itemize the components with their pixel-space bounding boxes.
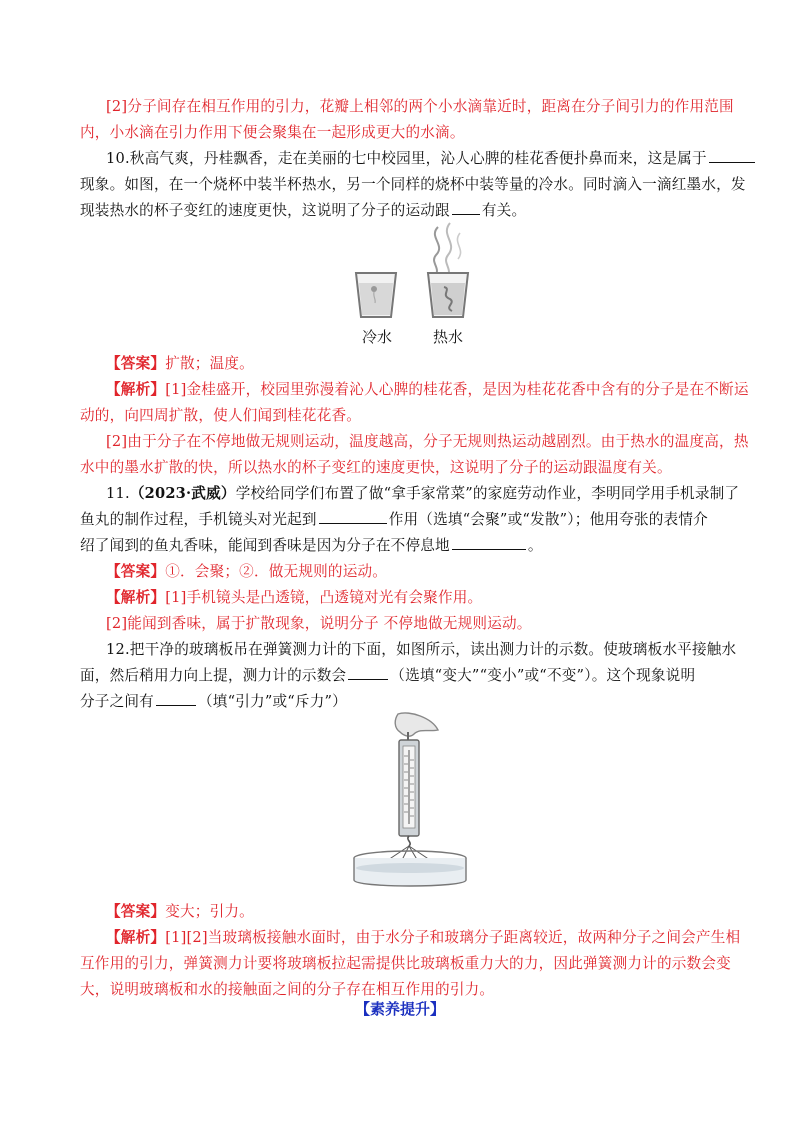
q11-stem-line	[80, 533, 720, 559]
hot-beaker-icon	[428, 273, 468, 317]
answer-blank	[452, 535, 526, 550]
q11-analysis-line: [2]能闻到香味，属于扩散现象，说明分子 不停地做无规则运动。	[106, 615, 532, 632]
q12-analysis	[106, 925, 746, 951]
analysis-tag: 【解析】	[106, 381, 166, 398]
q10-stem-text: 10.秋高气爽，丹桂飘香，走在美丽的七中校园里，沁人心脾的桂花香便扑鼻而来，这是属于	[106, 150, 707, 167]
question-source: （2023·武威）	[129, 485, 236, 502]
analysis-text: [1][2]当玻璃板接触水面时，由于水分子和玻璃分子距离较近，故两种分子之间会产生相	[165, 929, 741, 946]
q10-stem-line: 现象。如图，在一个烧杯中装半杯热水，另一个同样的烧杯中装等量的冷水。同时滴入一滴红墨水，发	[80, 176, 746, 193]
q11-stem-line	[80, 507, 720, 533]
q12-stem-text: （选填“变大”“变小”或“不变”）。这个现象说明	[390, 667, 696, 684]
q10-analysis	[106, 377, 749, 403]
answer-tag: 【答案】	[106, 355, 166, 372]
cold-beaker-icon	[356, 273, 396, 317]
analysis-text: [1]金桂盛开，校园里弥漫着沁人心脾的桂花香，是因为桂花花香中含有的分子是在不断运	[165, 381, 749, 398]
steam-icon	[434, 227, 439, 275]
spring-scale-icon	[399, 740, 419, 846]
answer-text: ①．会聚；②．做无规则的运动。	[165, 563, 388, 580]
q10-answer	[106, 351, 746, 377]
q12-answer	[106, 899, 746, 925]
answer-blank	[709, 148, 755, 163]
section-heading: 【素养提升】	[354, 1000, 445, 1018]
q12-stem-text: 面，然后稍用力向上提，测力计的示数会	[80, 667, 347, 684]
q11-stem-text: 。	[527, 537, 543, 554]
q10-stem-text: 现装热水的杯子变红的速度更快，这说明了分子的运动跟	[80, 202, 450, 219]
q12-stem-line: 12.把干净的玻璃板吊在弹簧测力计的下面，如图所示，读出测力计的示数。使玻璃板水平接触水	[106, 641, 737, 658]
steam-icon	[457, 233, 460, 259]
q12-analysis-line: 大，说明玻璃板和水的接触面之间的分子存在相互作用的引力。	[80, 981, 495, 998]
q10-stem-line	[106, 146, 746, 172]
q11-stem-text: 作用（选填“会聚”或“发散”）；他用夸张的表情介	[388, 511, 708, 528]
water-basin-icon	[354, 851, 466, 886]
q11-analysis	[106, 585, 746, 611]
answer-blank	[348, 665, 388, 680]
hand-icon	[395, 713, 438, 742]
question-number: 11.	[106, 485, 130, 502]
q12-stem-text: 分子之间有	[80, 693, 154, 710]
q10-analysis-line: [2]由于分子在不停地做无规则运动，温度越高，分子无规则热运动越剧烈。由于热水的温度高，热	[106, 433, 749, 450]
q10-analysis-line: 水中的墨水扩散的快，所以热水的杯子变红的速度更快，这说明了分子的运动跟温度有关。	[80, 459, 672, 476]
answer-blank	[156, 691, 196, 706]
q11-stem-text: 鱼丸的制作过程，手机镜头对光起到	[80, 511, 317, 528]
q11-answer	[106, 559, 746, 585]
q12-stem-line	[80, 663, 720, 689]
q9-analysis-line: [2]分子间存在相互作用的引力，花瓣上相邻的两个小水滴靠近时，距离在分子间引力的作用范围	[106, 98, 734, 115]
answer-blank	[452, 200, 480, 215]
q12-stem-text: （填“引力”或“斥力”）	[197, 693, 347, 710]
answer-blank	[319, 509, 387, 524]
analysis-tag: 【解析】	[106, 929, 166, 946]
q10-stem-text: 有关。	[481, 202, 527, 219]
answer-tag: 【答案】	[106, 563, 166, 580]
q11-stem-text: 学校给同学们布置了做“拿手家常菜”的家庭劳动作业，李明同学用手机录制了	[235, 485, 740, 502]
cold-hot-water-figure	[340, 215, 480, 350]
answer-text: 扩散；温度。	[165, 355, 254, 372]
q11-stem-line	[106, 481, 746, 507]
q12-analysis-line: 互作用的引力，弹簧测力计要将玻璃板拉起需提供比玻璃板重力大的力，因此弹簧测力计的示数会变	[80, 955, 731, 972]
spring-scale-figure	[350, 712, 470, 890]
analysis-text: [1]手机镜头是凸透镜，凸透镜对光有会聚作用。	[165, 589, 483, 606]
q9-analysis-line: 内，小水滴在引力作用下便会聚集在一起形成更大的水滴。	[80, 124, 465, 141]
hot-water-label: 热水	[433, 328, 464, 346]
answer-tag: 【答案】	[106, 903, 166, 920]
q10-analysis-line: 动的，向四周扩散，使人们闻到桂花花香。	[80, 407, 362, 424]
q11-stem-text: 绍了闻到的鱼丸香味，能闻到香味是因为分子在不停息地	[80, 537, 450, 554]
analysis-tag: 【解析】	[106, 589, 166, 606]
steam-icon	[446, 223, 451, 277]
answer-text: 变大；引力。	[165, 903, 254, 920]
cold-water-label: 冷水	[362, 328, 393, 346]
